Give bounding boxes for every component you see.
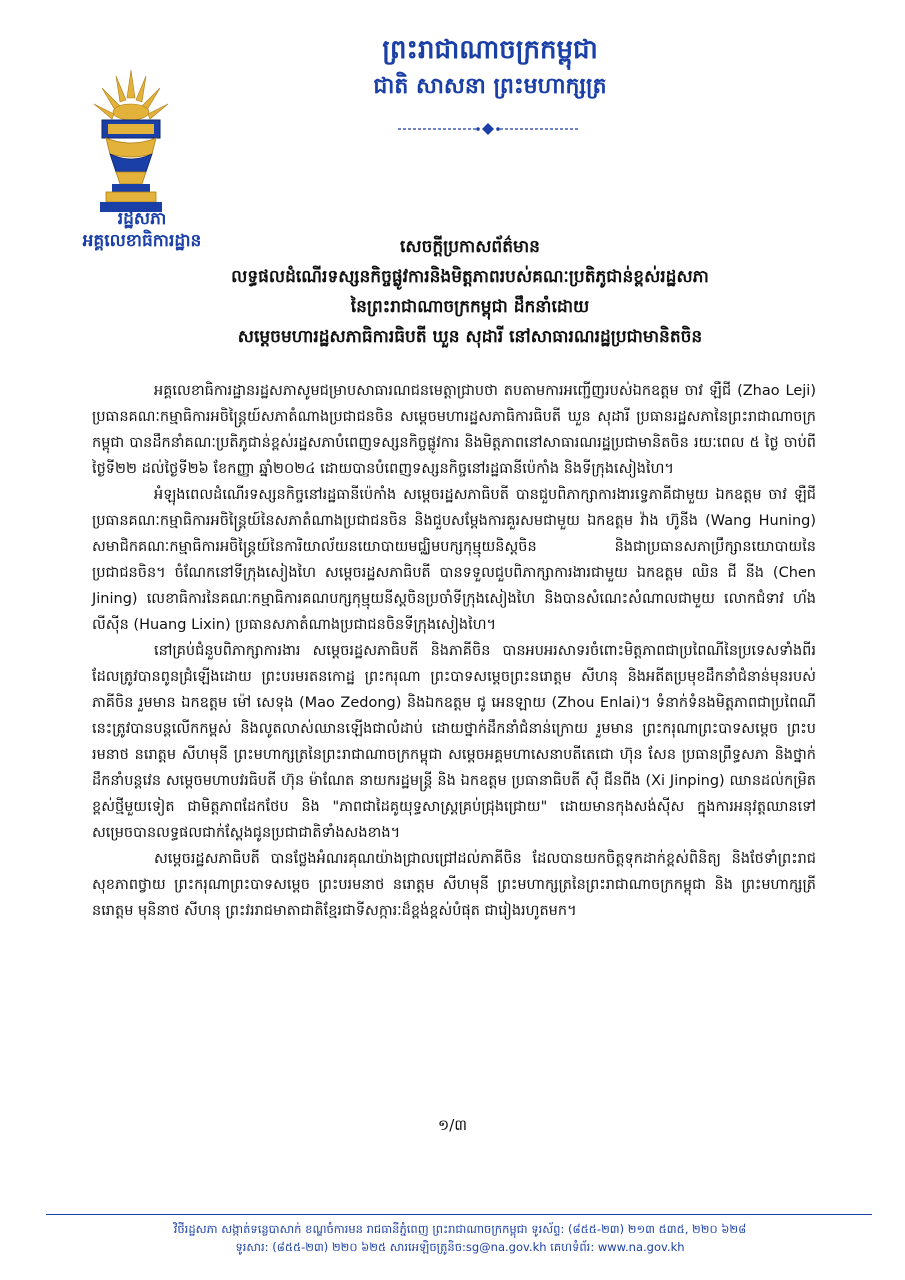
ornament-divider-icon [388, 122, 588, 136]
kingdom-heading: ព្រះរាជាណាចក្រកម្ពុជា [382, 35, 598, 65]
page-number: ១/៣ [437, 1116, 468, 1134]
paragraph-3: នៅគ្រប់ជំនួបពិភាក្សាការងារ សម្តេចរដ្ឋសភាធិបតី និងភាគីចិន បានអបអរសាទរចំពោះមិត្តភាពជាប្រពៃណីនៃប្រទេសទាំងពីរដែលត្រូវបានពូនជ្រំឡើងដោយ ព្រះបរមរតនកោដ្ឋ ព្រះករុណា ព្រះបាទសម្តេចព្រះនរោត្តម សីហនុ និងអតីតប្រមុខដឹកនាំជំនាន់មុនរបស់ភាគីចិន រួមមាន ឯកឧត្តម ម៉ៅ សេទុង (Mao Zedong) និងឯកឧត្តម ជូ អេនឡាយ (Zhou Enlai)។ ទំនាក់ទំនងមិត្តភាពជាប្រពៃណីនេះត្រូវបានបន្តលើកកម្ពស់ និងលូតលាស់ឈានឡើងជាលំដាប់ ដោយថ្នាក់ដឹកនាំជំនាន់ក្រោយ រួមមាន ព្រះករុណាព្រះបាទសម្តេច ព្រះបរមនាថ នរោត្តម សីហមុនី ព្រះមហាក្សត្រនៃព្រះរាជាណាចក្រកម្ពុជា សម្តេចអគ្គមហាសេនាបតីតេជោ ហ៊ុន សែន ប្រធានព្រឹទ្ធសភា និងថ្នាក់ដឹកនាំបន្តវេន សម្តេចមហាបវរធិបតី ហ៊ុន ម៉ាណែត នាយករដ្ឋមន្ត្រី និង ឯកឧត្តម ប្រធានាធិបតី ស៊ី ជីនពីង (Xi Jinping) ឈានដល់កម្រិតខ្ពស់ថ្មីមួយទៀត ជាមិត្តភាពដែកថែប និង "ភាពជាដៃគូយុទ្ធសាស្ត្រគ្រប់ជ្រុងជ្រោយ" ដោយមានកុងសង់ស៊ីស ក្នុងការអនុវត្តឈានទៅសម្រេចបានលទ្ធផលជាក់ស្តែងជូនប្រជាជាតិទាំងសងខាង។ [92, 643, 816, 841]
national-motto: ជាតិ សាសនា ព្រះមហាក្សត្រ [373, 74, 607, 99]
parliament-emblem-icon [86, 68, 176, 218]
paragraph-2: អំឡុងពេលដំណើរទស្សនកិច្ចនៅរដ្ឋធានីប៉េកាំង សម្តេចរដ្ឋសភាធិបតី បានជួបពិភាក្សាការងារទ្វេភាគីជាមួយ ឯកឧត្តម ចាវ ឡឺជី ប្រធានគណៈកម្មាធិការអចិន្ត្រៃយ៍នៃសភាតំណាងប្រជាជនចិន និងជួបសម្តែងការគួរសមជាមួយ ឯកឧត្តម វ៉ាង ហ៊ូនីង (Wang Huning) សមាជិកគណៈកម្មាធិការអចិន្ត្រៃយ៍នៃការិយាល័យនយោបាយមជ្ឈិមបក្សកុម្មុយនិស្តចិន និងជាប្រធានសភាប្រឹក្សានយោបាយនៃប្រជាជនចិន។ ចំណែកនៅទីក្រុងសៀងហៃ សម្តេចរដ្ឋសភាធិបតី បានទទួលជួបពិភាក្សាការងារជាមួយ ឯកឧត្តម ឈិន ជី នីង (Chen Jining) លេខាធិការនៃគណៈកម្មាធិការគណបក្សកុម្មុយនីស្តចិនប្រចាំទីក្រុងសៀងហៃ និងបានសំណេះសំណាលជាមួយ លោកជំទាវ ហ័ង លីស៊ីន (Huang Lixin) ប្រធានសភាតំណាងប្រជាជនចិនទីក្រុងសៀងហៃ។ [92, 487, 816, 633]
footer [60, 1220, 860, 1256]
release-subtitle-line3: សម្តេចមហារដ្ឋសភាធិការធិបតី ឃួន សុដារី នៅសាធារណរដ្ឋប្រជាមានិតចិន [237, 327, 703, 347]
paragraph-4: សម្តេចរដ្ឋសភាធិបតី បានថ្លែងអំណរគុណយ៉ាងជ្រាលជ្រៅដល់ភាគីចិន ដែលបានយកចិត្តទុកដាក់ខ្ពស់ពិនិត្យ និងថែទាំព្រះរាជសុខភាពថ្វាយ ព្រះករុណាព្រះបាទសម្តេច ព្រះបរមនាថ នរោត្តម សីហមុនី ព្រះមហាក្សត្រនៃព្រះរាជាណាចក្រកម្ពុជា និង ព្រះមហាក្សត្រី នរោត្តម មុនិនាថ សីហនុ ព្រះវររាជមាតាជាតិខ្មែរជាទីសក្ការៈដ៏ខ្ពង់ខ្ពស់បំផុត ជារៀងរហូតមក។ [92, 851, 816, 919]
release-body [92, 378, 816, 924]
release-title: សេចក្តីប្រកាសព័ត៌មាន [400, 237, 540, 257]
footer-address: វិថីរដ្ឋសភា សង្កាត់ទន្លេបាសាក់ ខណ្ឌចំការមន រាជធានីភ្នំពេញ ព្រះរាជាណាចក្រកម្ពុជា ទូរស័ព្ទ: (៨៥៥-២៣) ២១៣ ៥៣៥, ២២០ ៦២៨ [173, 1222, 747, 1236]
release-subtitle-line1: លទ្ធផលដំណើរទស្សនកិច្ចផ្លូវការនិងមិត្តភាពរបស់គណៈប្រតិភូជាន់ខ្ពស់រដ្ឋសភា [231, 267, 709, 287]
org-name-parliament: រដ្ឋសភា [117, 209, 167, 229]
footer-contact: ទូរសារ: (៨៥៥-២៣) ២២០ ៦២៥ សារអេឡិចត្រូនិច:sg@na.gov.kh គេហទំព័រ: www.na.gov.kh [235, 1240, 685, 1254]
footer-divider [46, 1214, 872, 1215]
org-name-secretariat: អគ្គលេខាធិការដ្ឋាន [82, 231, 202, 251]
paragraph-1: អគ្គលេខាធិការដ្ឋានរដ្ឋសភាសូមជម្រាបសាធារណជនមេត្តាជ្រាបថា តបតាមការអញ្ជើញរបស់ឯកឧត្តម ចាវ ឡឺជី (Zhao Leji) ប្រធានគណៈកម្មាធិការអចិន្ត្រៃយ៍សភាតំណាងប្រជាជនចិន សម្តេចមហារដ្ឋសភាធិការធិបតី ឃួន សុដារី ប្រធានរដ្ឋសភានៃព្រះរាជាណាចក្រកម្ពុជា បានដឹកនាំគណៈប្រតិភូជាន់ខ្ពស់រដ្ឋសភាបំពេញទស្សនកិច្ចផ្លូវការ និងមិត្តភាពនៅសាធារណរដ្ឋប្រជាមានិតចិន រយៈពេល ៥ ថ្ងៃ ចាប់ពីថ្ងៃទី២២ ដល់ថ្ងៃទី២៦ ខែកញ្ញា ឆ្នាំ២០២៤ ដោយបានបំពេញទស្សនកិច្ចនៅរដ្ឋធានីប៉េកាំង និងទីក្រុងសៀងហៃ។ [92, 383, 816, 477]
release-subtitle-line2: នៃព្រះរាជាណាចក្រកម្ពុជា ដឹកនាំដោយ [350, 297, 590, 317]
